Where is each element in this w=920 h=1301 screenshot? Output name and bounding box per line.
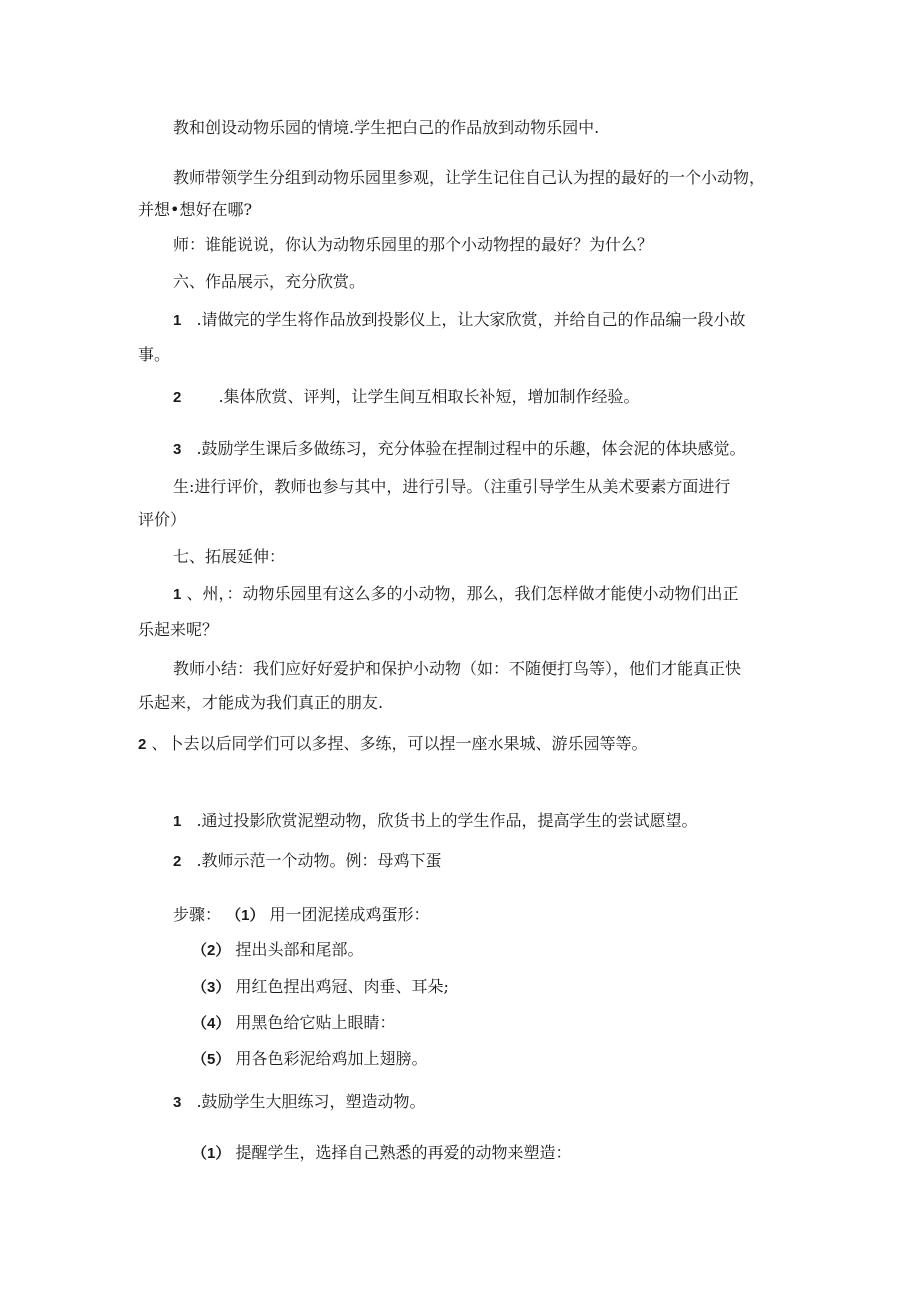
item-text: .鼓励学生课后多做练习，充分体验在捏制过程中的乐趣，体会泥的体块感觉。 bbox=[196, 439, 746, 458]
item-number: 3 bbox=[173, 1094, 182, 1111]
item-number: 1 bbox=[173, 312, 182, 329]
step-item bbox=[192, 977, 449, 998]
text-line: 生:进行评价，教师也参与其中，进行引导。（注重引导学生从美术要素方面进行 bbox=[173, 477, 731, 496]
step-item bbox=[192, 1013, 395, 1034]
list-item bbox=[173, 310, 746, 331]
list-item bbox=[173, 584, 738, 605]
item-text: 、州，：动物乐园里有这么多的小动物，那么，我们怎样做才能使小动物们出正 bbox=[186, 584, 739, 603]
item-number: 2 bbox=[173, 389, 182, 406]
list-item bbox=[173, 439, 746, 460]
list-item bbox=[173, 811, 698, 832]
list-item bbox=[138, 734, 647, 755]
text-line: 师：谁能说说，你认为动物乐园里的那个小动物捏的最好？为什么？ bbox=[173, 235, 654, 254]
text-line: 并想•想好在哪? bbox=[138, 200, 253, 219]
list-item bbox=[173, 1092, 426, 1113]
text-line: 评价） bbox=[138, 510, 187, 529]
item-number: 2 bbox=[138, 736, 147, 753]
item-text: .教师示范一个动物。例：母鸡下蛋 bbox=[196, 851, 442, 870]
item-text: .通过投影欣赏泥塑动物，欣货书上的学生作品，提高学生的尝试愿望。 bbox=[196, 811, 698, 830]
step-text: 捏出头部和尾部。 bbox=[235, 940, 364, 959]
steps-heading bbox=[173, 905, 430, 926]
text-line: 教师带领学生分组到动物乐园里参观，让学生记住自己认为捏的最好的一个小动物， bbox=[173, 168, 766, 187]
list-item bbox=[173, 387, 640, 408]
item-text: 、卜去以后同学们可以多捏、多练，可以捏一座水果城、游乐园等等。 bbox=[151, 734, 648, 753]
text-line: 乐起来，才能成为我们真正的朋友. bbox=[138, 693, 384, 712]
step-number: （5） bbox=[192, 1051, 231, 1068]
text-line: 乐起来呢？ bbox=[138, 620, 219, 639]
step-text: 用红色捏出鸡冠、肉垂、耳朵; bbox=[235, 977, 449, 996]
text-line: 教和创设动物乐园的情境.学生把白己的作品放到动物乐园中. bbox=[173, 118, 600, 137]
item-text: .集体欣赏、评判，让学生间互相取长补短，增加制作经验。 bbox=[218, 387, 640, 406]
text-line: 教师小结：我们应好好爱护和保护小动物（如：不随便打鸟等），他们才能真正快 bbox=[173, 659, 742, 678]
step-number: （2） bbox=[192, 942, 231, 959]
item-text: .请做完的学生将作品放到投影仪上，让大家欣赏，并给自己的作品编一段小故 bbox=[196, 310, 746, 329]
step-text: 提醒学生，选择自己熟悉的再爱的动物来塑造： bbox=[235, 1143, 572, 1162]
step-number: （4） bbox=[192, 1015, 231, 1032]
item-text: .鼓励学生大胆练习，塑造动物。 bbox=[196, 1092, 426, 1111]
section-heading: 七、拓展延伸： bbox=[173, 547, 286, 566]
step-item bbox=[192, 1143, 571, 1164]
step-number: （3） bbox=[192, 979, 231, 996]
steps-label: 步骤： bbox=[173, 905, 222, 924]
item-number: 3 bbox=[173, 441, 182, 458]
step-number: （1） bbox=[192, 1145, 231, 1162]
step-item bbox=[192, 1049, 427, 1070]
item-number: 1 bbox=[173, 813, 182, 830]
text-line: 事。 bbox=[138, 345, 171, 364]
list-item bbox=[173, 851, 442, 872]
step-number: （1） bbox=[226, 907, 265, 924]
step-item bbox=[192, 940, 363, 961]
section-heading: 六、作品展示，充分欣赏。 bbox=[173, 272, 366, 291]
step-text: 用一团泥搓成鸡蛋形： bbox=[269, 905, 430, 924]
item-number: 1 bbox=[173, 586, 182, 603]
item-number: 2 bbox=[173, 853, 182, 870]
step-text: 用各色彩泥给鸡加上翅膀。 bbox=[235, 1049, 428, 1068]
step-text: 用黑色给它贴上眼睛： bbox=[235, 1013, 396, 1032]
